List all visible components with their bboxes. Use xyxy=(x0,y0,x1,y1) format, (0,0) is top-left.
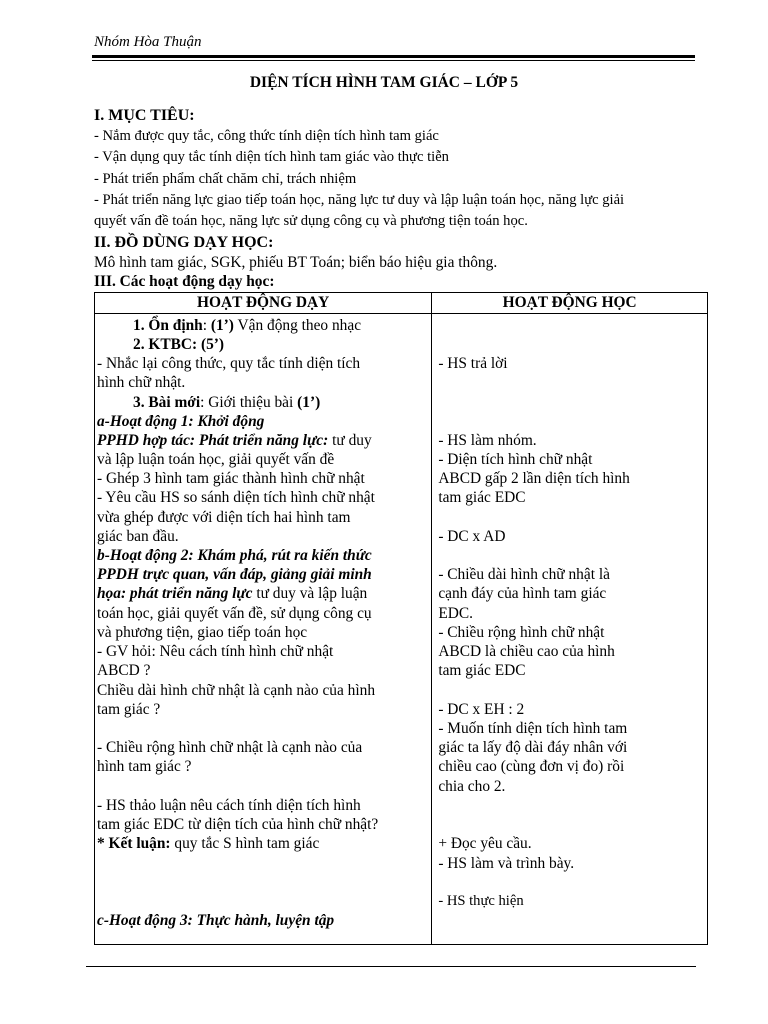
header-author: Nhóm Hòa Thuận xyxy=(94,34,202,50)
right-line-16: chiều cao (cùng đơn vị đo) rồi xyxy=(438,758,625,775)
right-line-07: - Chiều dài hình chữ nhật là xyxy=(438,566,610,583)
conclusion-line: * Kết luận: quy tắc S hình tam giác xyxy=(97,835,320,852)
right-line-08: cạnh đáy của hình tam giác xyxy=(438,585,607,602)
right-line-10: - Chiều rộng hình chữ nhật xyxy=(438,624,605,641)
right-line-11: ABCD là chiều cao của hình xyxy=(438,643,615,660)
line-22: - Chiều rộng hình chữ nhật là cạnh nào của xyxy=(97,739,363,756)
line-14: PPDH trực quan, vấn đáp, giảng giải minh xyxy=(97,566,372,583)
learning-cell xyxy=(432,314,708,945)
footer-divider xyxy=(86,966,696,967)
section-activities-heading: III. Các hoạt động dạy học: xyxy=(94,273,275,290)
right-line-17: chia cho 2. xyxy=(438,778,506,795)
activity-3-heading: c-Hoạt động 3: Thực hành, luyện tập xyxy=(97,912,335,929)
right-line-04: ABCD gấp 2 lần diện tích hình xyxy=(438,470,630,487)
teaching-cell xyxy=(95,314,432,945)
right-line-12: tam giác EDC xyxy=(438,662,526,679)
activity-2-heading: b-Hoạt động 2: Khám phá, rút ra kiến thức xyxy=(97,547,372,564)
section-materials-heading: II. ĐỒ DÙNG DẠY HỌC: xyxy=(94,234,274,251)
line-17: và phương tiện, giao tiếp toán học xyxy=(97,624,308,641)
right-line-01: - HS trả lời xyxy=(438,355,508,372)
line-16: toán học, giải quyết vấn đề, sử dụng công cụ xyxy=(97,605,372,622)
line-new-lesson: 3. Bài mới: Giới thiệu bài (1’) xyxy=(133,394,321,411)
line-09: - Ghép 3 hình tam giác thành hình chữ nhật xyxy=(97,470,365,487)
document-title: DIỆN TÍCH HÌNH TAM GIÁC – LỚP 5 xyxy=(249,74,519,91)
line-12: giác ban đầu. xyxy=(97,528,179,545)
right-line-13: - DC x EH : 2 xyxy=(438,701,525,718)
line-03: - Nhắc lại công thức, quy tắc tính diện tích xyxy=(97,355,361,372)
line-19: ABCD ? xyxy=(97,662,151,679)
activities-table xyxy=(94,292,708,945)
header-divider xyxy=(92,55,695,58)
right-line-18: + Đọc yêu cầu. xyxy=(438,835,532,852)
line-24: - HS thảo luận nêu cách tính diện tích hình xyxy=(97,797,361,814)
line-21: tam giác ? xyxy=(97,701,161,718)
line-07: PPHD hợp tác: Phát triển năng lực: tư duy xyxy=(97,432,372,449)
line-15: họa: phát triển năng lực tư duy và lập luận xyxy=(97,585,368,602)
objective-line-5: quyết vấn đề toán học, năng lực sử dụng công cụ và phương tiện toán học. xyxy=(94,213,528,229)
right-line-05: tam giác EDC xyxy=(438,489,526,506)
right-line-06: - DC x AD xyxy=(438,528,506,545)
line-stabilize: 1. Ổn định: (1’) Vận động theo nhạc xyxy=(133,317,362,334)
section-objectives-heading: I. MỤC TIÊU: xyxy=(94,107,195,124)
line-10: - Yêu cầu HS so sánh diện tích hình chữ nhật xyxy=(97,489,375,506)
line-25: tam giác EDC từ diện tích của hình chữ nhật? xyxy=(97,816,379,833)
objective-line-1: - Nắm được quy tắc, công thức tính diện tích hình tam giác xyxy=(94,128,439,144)
table-row xyxy=(95,314,708,945)
right-line-20: - HS thực hiện xyxy=(438,893,524,909)
right-line-09: EDC. xyxy=(438,605,473,622)
objective-line-2: - Vận dụng quy tắc tính diện tích hình tam giác vào thực tiễn xyxy=(94,149,449,165)
table-header-row xyxy=(95,293,708,314)
line-18: - GV hỏi: Nêu cách tính hình chữ nhật xyxy=(97,643,334,660)
line-20: Chiều dài hình chữ nhật là cạnh nào của hình xyxy=(97,682,376,699)
line-review: 2. KTBC: (5’) xyxy=(133,336,225,353)
line-23: hình tam giác ? xyxy=(97,758,192,775)
materials-text: Mô hình tam giác, SGK, phiếu BT Toán; biển báo hiệu gia thông. xyxy=(94,254,498,271)
objective-line-3: - Phát triển phẩm chất chăm chỉ, trách nhiệm xyxy=(94,171,357,187)
line-08: và lập luận toán học, giải quyết vấn đề xyxy=(97,451,335,468)
header-divider-thin xyxy=(92,60,695,61)
header-learning: HOẠT ĐỘNG HỌC xyxy=(432,293,708,314)
objective-line-4: - Phát triển năng lực giao tiếp toán học, năng lực tư duy và lập luận toán học, năng lực giải xyxy=(94,192,625,208)
header-teaching: HOẠT ĐỘNG DẠY xyxy=(95,293,432,314)
right-line-19: - HS làm và trình bày. xyxy=(438,855,575,872)
right-line-02: - HS làm nhóm. xyxy=(438,432,537,449)
activity-1-heading: a-Hoạt động 1: Khởi động xyxy=(97,413,265,430)
line-04: hình chữ nhật. xyxy=(97,374,186,391)
right-line-14: - Muốn tính diện tích hình tam xyxy=(438,720,628,737)
right-line-03: - Diện tích hình chữ nhật xyxy=(438,451,593,468)
right-line-15: giác ta lấy độ dài đáy nhân với xyxy=(438,739,628,756)
line-11: vừa ghép được với diện tích hai hình tam xyxy=(97,509,351,526)
